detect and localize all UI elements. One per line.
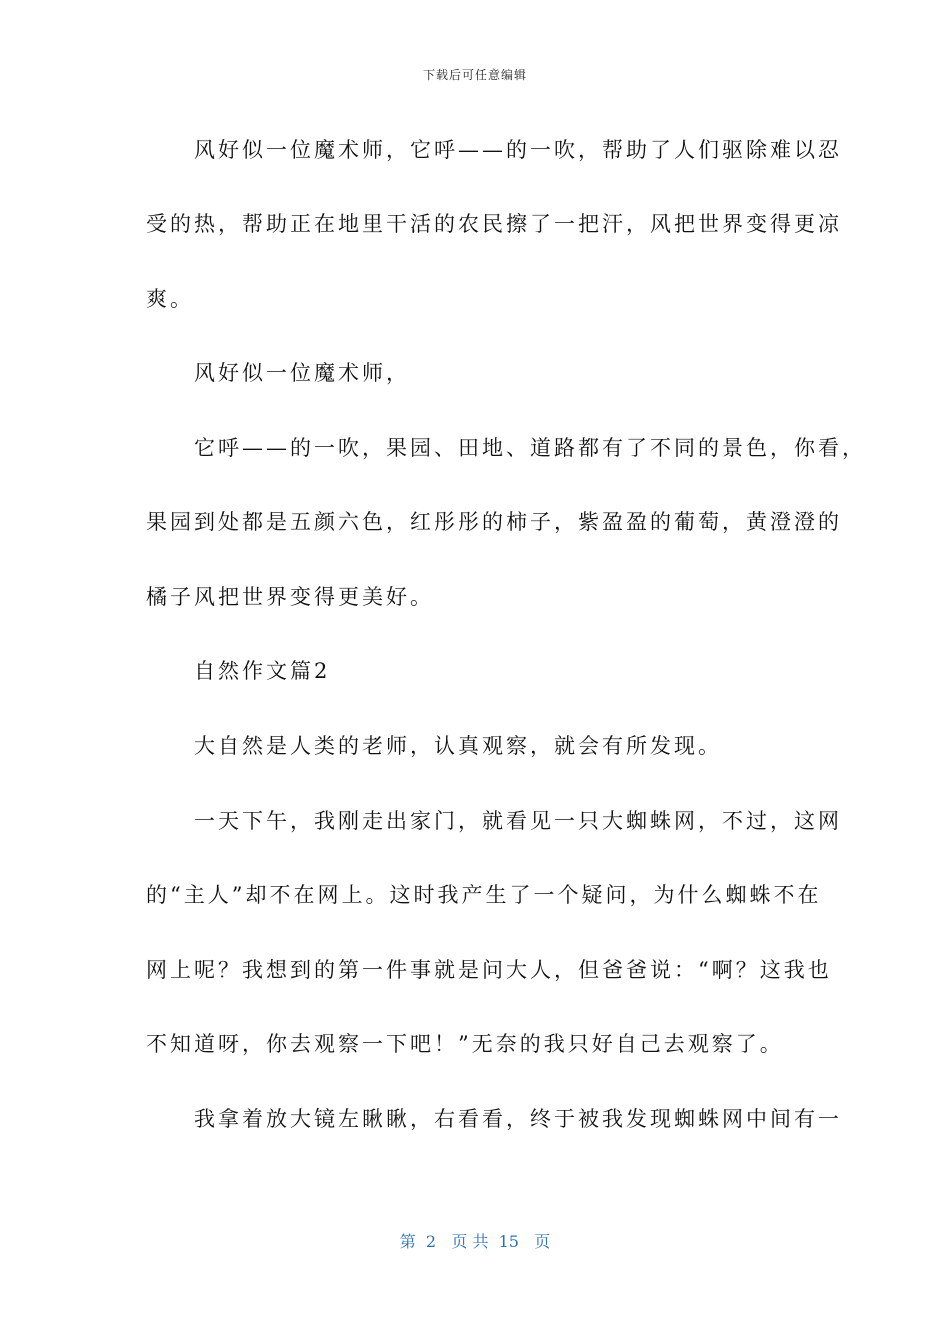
- page-header: 下载后可任意编辑: [422, 68, 527, 82]
- text-line-1: 风好似一位魔术师，它呼——的一吹，帮助了人们驱除难以忍: [146, 138, 842, 162]
- text-line-12: 网上呢？我想到的第一件事就是问大人，但爸爸说：“啊？这我也: [146, 958, 832, 982]
- text-line-14: 我拿着放大镜左瞅瞅，右看看，终于被我发现蜘蛛网中间有一: [146, 1107, 842, 1131]
- section-heading: 自然作文篇2: [146, 659, 331, 683]
- text-line-7: 橘子风把世界变得更美好。: [146, 585, 434, 609]
- text-line-5: 它呼——的一吹，果园、田地、道路都有了不同的景色，你看，: [146, 436, 866, 460]
- text-line-9: 大自然是人类的老师，认真观察，就会有所发现。: [146, 734, 722, 758]
- text-line-6: 果园到处都是五颜六色，红彤彤的柿子，紫盈盈的葡萄，黄澄澄的: [146, 510, 842, 534]
- text-line-11: 的“主人”却不在网上。这时我产生了一个疑问，为什么蜘蛛不在: [146, 883, 822, 907]
- text-line-2: 受的热，帮助正在地里干活的农民擦了一把汗，风把世界变得更凉: [146, 212, 842, 236]
- text-line-13: 不知道呀，你去观察一下吧！”无奈的我只好自己去观察了。: [146, 1032, 784, 1056]
- text-line-3: 爽。: [146, 287, 194, 311]
- page-footer: 第 2 页 共 15 页: [399, 1232, 551, 1251]
- text-line-4: 风好似一位魔术师，: [146, 361, 410, 385]
- text-line-10: 一天下午，我刚走出家门，就看见一只大蜘蛛网，不过，这网: [146, 809, 842, 833]
